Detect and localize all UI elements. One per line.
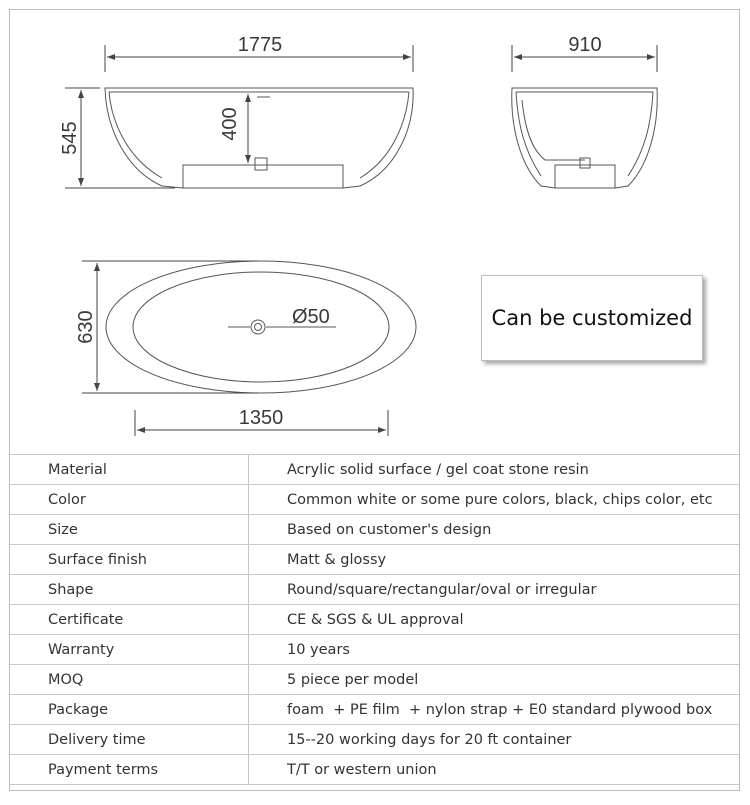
spec-value: Common white or some pure colors, black, chips color, etc (249, 485, 740, 515)
dim-side-height (65, 88, 175, 188)
spec-row (10, 605, 739, 635)
spec-row (10, 695, 739, 725)
spec-label: Size (10, 515, 249, 545)
spec-label: Surface finish (10, 545, 249, 575)
dim-drain-label: Ø50 (292, 306, 330, 328)
top-drain-inner (255, 324, 262, 331)
spec-value: 5 piece per model (249, 665, 740, 695)
spec-value: CE & SGS & UL approval (249, 605, 740, 635)
dim-top-width-label: 630 (75, 310, 97, 344)
spec-label: Material (10, 455, 249, 485)
customized-note-text: Can be customized (491, 306, 693, 330)
dim-side-height-label: 545 (59, 121, 81, 155)
spec-value: Based on customer's design (249, 515, 740, 545)
spec-row (10, 545, 739, 575)
spec-label: Package (10, 695, 249, 725)
dim-side-length-label: 1775 (237, 34, 283, 56)
spec-row (10, 755, 739, 785)
spec-value: Matt & glossy (249, 545, 740, 575)
spec-value: foam + PE film + nylon strap + E0 standard plywood box (249, 695, 740, 725)
spec-label: Certificate (10, 605, 249, 635)
spec-value: T/T or western union (249, 755, 740, 785)
spec-row (10, 635, 739, 665)
spec-value: 15--20 working days for 20 ft container (249, 725, 740, 755)
spec-row (10, 665, 739, 695)
dim-inner-depth-label: 400 (219, 107, 241, 141)
side-view (105, 88, 413, 188)
spec-row (10, 455, 739, 485)
spec-label: Warranty (10, 635, 249, 665)
top-view (106, 261, 416, 393)
spec-value: 10 years (249, 635, 740, 665)
tub-side-base (183, 165, 343, 188)
top-drain-outer (251, 320, 265, 334)
spec-value: Round/square/rectangular/oval or irregular (249, 575, 740, 605)
spec-label: Delivery time (10, 725, 249, 755)
spec-value: Acrylic solid surface / gel coat stone resin (249, 455, 740, 485)
tub-end-outline (512, 88, 657, 188)
spec-label: MOQ (10, 665, 249, 695)
spec-label: Payment terms (10, 755, 249, 785)
spec-row (10, 575, 739, 605)
spec-row (10, 515, 739, 545)
dim-end-width-label: 910 (568, 34, 602, 56)
spec-row (10, 485, 739, 515)
dim-bottom-length-label: 1350 (238, 407, 284, 429)
end-view (512, 88, 657, 188)
customized-note (481, 275, 703, 361)
spec-table (10, 454, 739, 785)
spec-row (10, 725, 739, 755)
tub-side-inner (109, 92, 162, 178)
side-drain (255, 158, 267, 170)
spec-label: Color (10, 485, 249, 515)
spec-label: Shape (10, 575, 249, 605)
